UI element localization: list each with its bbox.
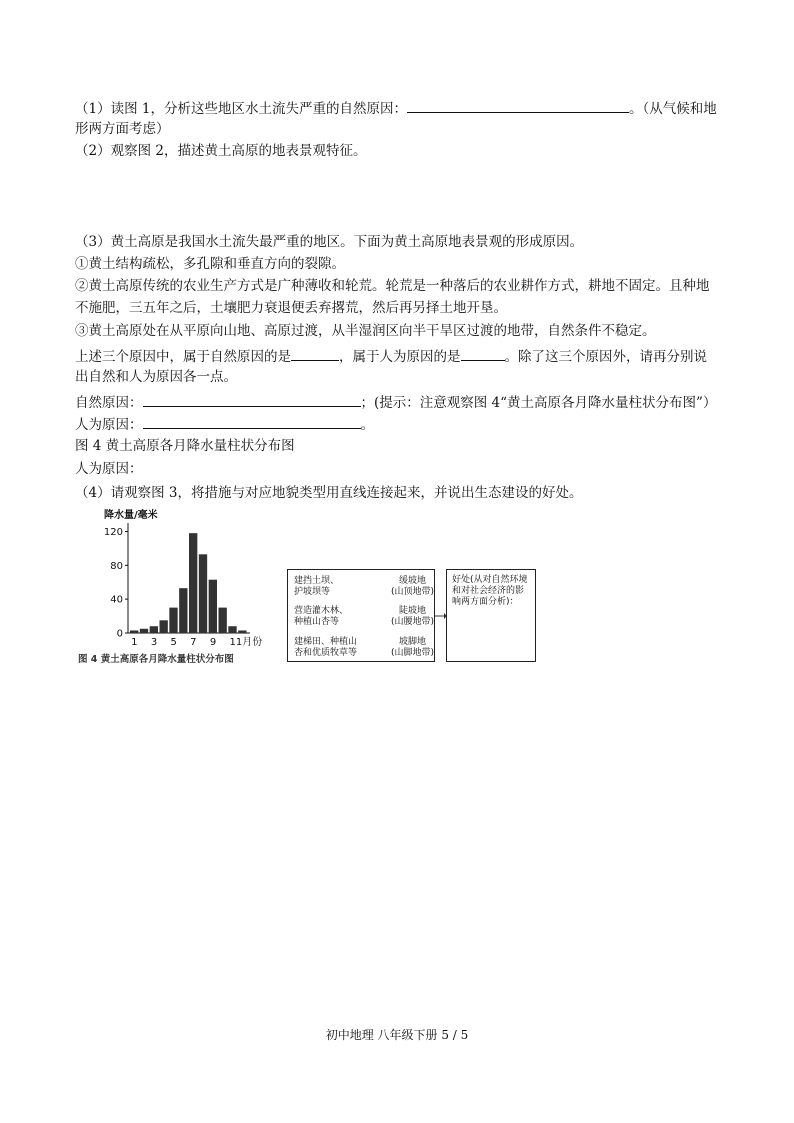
q4-prompt: （4）请观察图 3，将措施与对应地貌类型用直线连接起来，并说出生态建设的好处。 <box>75 485 583 501</box>
human-reason-label-2: 人为原因： <box>75 461 143 477</box>
page-footer: 初中地理 八年级下册 5 / 5 <box>325 1028 469 1042</box>
y-tick-label: 80 <box>110 560 123 572</box>
q2-prompt: （2）观察图 2，描述黄土高原的地表景观特征。 <box>75 143 367 159</box>
y-tick-label: 40 <box>110 594 123 606</box>
measures-landforms-box <box>287 569 435 662</box>
measure-2: 营造灌木林、 种植山杏等 <box>294 606 349 627</box>
chart-caption: 图 4 黄土高原各月降水量柱状分布图 <box>78 654 234 665</box>
x-tick-label: 5 <box>170 637 177 648</box>
q1-prompt: （1）读图 1，分析这些地区水土流失严重的自然原因： <box>75 101 407 117</box>
human-reason-line <box>75 414 725 434</box>
bar-month-11 <box>228 626 236 633</box>
q1-line1 <box>75 98 725 118</box>
natural-reason-line <box>75 392 725 412</box>
bar-month-5 <box>169 608 177 633</box>
fig4-title-line: 图 4 黄土高原各月降水量柱状分布图 <box>75 438 295 454</box>
q1-prompt-tail: 。（从气候和地 <box>628 101 717 117</box>
landform-1: 缓坡地 (山顶地带) <box>391 576 435 597</box>
y-tick-label: 0 <box>116 628 123 640</box>
measure-1: 建挡土坝、 护坡坝等 <box>294 576 340 597</box>
precipitation-bar-chart <box>76 504 276 669</box>
q3-reason-3: ③黄土高原处在从平原向山地、高原过渡，从半湿润区向半干旱区过渡的地带，自然条件不稳定。 <box>75 323 656 339</box>
landform-3: 坡脚地 (山脚地带) <box>391 637 435 658</box>
y-axis-label: 降水量/毫米 <box>104 510 158 521</box>
bar-month-12 <box>238 630 246 633</box>
q3-question-b: ，属于人为原因的是 <box>339 349 461 365</box>
x-tick-label: 3 <box>150 637 158 648</box>
x-tick-label: 11月份 <box>229 637 263 648</box>
y-tick-label: 120 <box>103 526 123 538</box>
natural-reason-blank[interactable] <box>143 392 361 407</box>
q3-question-d: 出自然和人为原因各一点。 <box>75 369 237 385</box>
x-tick-label: 1 <box>131 637 138 648</box>
human-reason-blank[interactable] <box>143 414 361 429</box>
q3-question-line <box>75 346 725 366</box>
q3-question-c: 。除了这三个原因外，请再分别说 <box>504 349 707 365</box>
x-tick-label: 9 <box>209 637 217 648</box>
natural-cause-blank[interactable] <box>291 346 339 361</box>
plot-area <box>104 523 262 648</box>
q1-answer-blank[interactable] <box>407 98 629 113</box>
bar-month-7 <box>189 533 197 633</box>
bar-month-1 <box>130 630 138 633</box>
q3-question-a: 上述三个原因中，属于自然原因的是 <box>75 349 291 365</box>
bar-month-6 <box>179 588 187 633</box>
q3-intro: （3）黄土高原是我国水土流失最严重的地区。下面为黄土高原地表景观的形成原因。 <box>75 234 584 250</box>
natural-reason-label: 自然原因： <box>75 395 143 411</box>
q1-line2: 形两方面考虑） <box>75 121 170 137</box>
bar-month-8 <box>199 554 207 633</box>
human-cause-blank[interactable] <box>461 346 505 361</box>
bar-month-2 <box>140 629 148 633</box>
human-reason-end: 。 <box>360 417 374 433</box>
human-reason-label: 人为原因： <box>75 417 143 433</box>
bar-month-4 <box>160 620 168 633</box>
bar-month-10 <box>219 608 227 633</box>
q3-reason-2b: 不施肥，三五年之后，土壤肥力衰退便丢弃撂荒，然后再另择土地开垦。 <box>75 300 507 316</box>
landform-2: 陡坡地 (山腰地带) <box>391 606 435 627</box>
benefit-prompt: 好处(从对自然环境 和对社会经济的影 响两方面分析)： <box>452 575 528 607</box>
bar-month-9 <box>209 580 217 633</box>
q3-reason-2a: ②黄土高原传统的农业生产方式是广种薄收和轮荒。轮荒是一种落后的农业耕作方式，耕地不固定。且种地 <box>75 278 710 294</box>
bar-month-3 <box>150 626 158 633</box>
x-tick-label: 7 <box>190 637 197 648</box>
natural-reason-hint: ；(提示：注意观察图 4“黄土高原各月降水量柱状分布图”） <box>360 395 717 411</box>
q3-reason-1: ①黄土结构疏松，多孔隙和垂直方向的裂隙。 <box>75 256 345 272</box>
benefit-box[interactable] <box>446 569 536 662</box>
measure-3: 建梯田、种植山 杏和优质牧草等 <box>294 637 358 658</box>
